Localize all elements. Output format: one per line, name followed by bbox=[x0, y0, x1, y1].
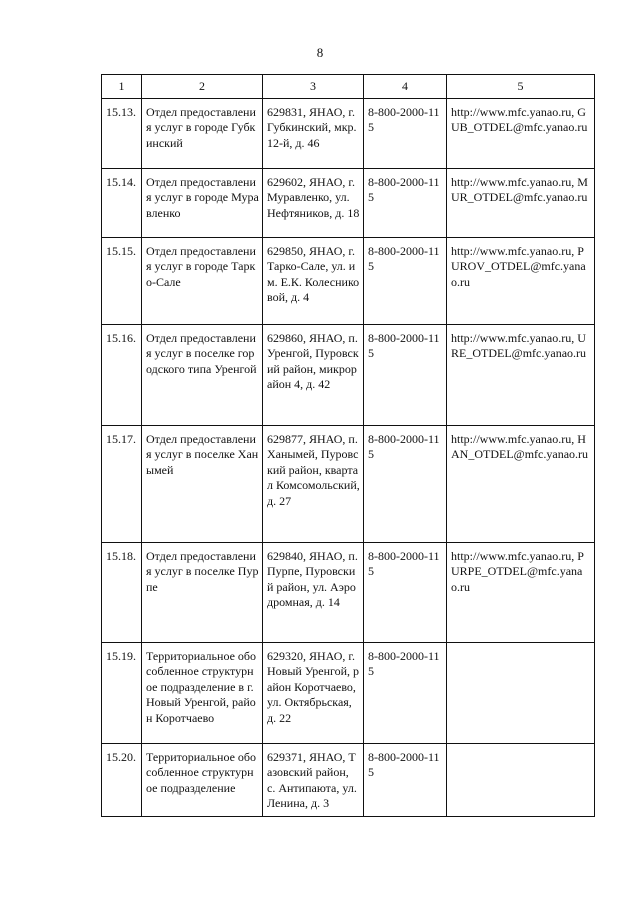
row-number: 15.19. bbox=[102, 642, 142, 743]
office-address: 629840, ЯНАО, п. Пурпе, Пуровский район, ул. Аэродромная, д. 14 bbox=[263, 542, 364, 642]
office-website: http://www.mfc.yanao.ru, URE_OTDEL@mfc.yanao.ru bbox=[447, 324, 595, 425]
office-address: 629850, ЯНАО, г. Тарко-Сале, ул. им. Е.К. Колесниковой, д. 4 bbox=[263, 237, 364, 324]
office-website: http://www.mfc.yanao.ru, GUB_OTDEL@mfc.yanao.ru bbox=[447, 98, 595, 168]
office-name: Отдел предоставления услуг в городе Муравленко bbox=[142, 168, 263, 237]
table-row bbox=[102, 98, 595, 168]
table-row bbox=[102, 324, 595, 425]
office-name: Территориальное обособленное структурное подразделение в г. Новый Уренгой, район Коротчаево bbox=[142, 642, 263, 743]
table-row bbox=[102, 237, 595, 324]
office-website: http://www.mfc.yanao.ru, PUROV_OTDEL@mfc.yanao.ru bbox=[447, 237, 595, 324]
row-number: 15.13. bbox=[102, 98, 142, 168]
office-phone: 8-800-2000-115 bbox=[364, 237, 447, 324]
office-address: 629831, ЯНАО, г. Губкинский, мкр. 12-й, д. 46 bbox=[263, 98, 364, 168]
table-row bbox=[102, 743, 595, 816]
office-phone: 8-800-2000-115 bbox=[364, 542, 447, 642]
office-website bbox=[447, 642, 595, 743]
office-address: 629877, ЯНАО, п. Ханымей, Пуровский район, квартал Комсомольский, д. 27 bbox=[263, 425, 364, 542]
table-row bbox=[102, 425, 595, 542]
office-website: http://www.mfc.yanao.ru, HAN_OTDEL@mfc.yanao.ru bbox=[447, 425, 595, 542]
row-number: 15.15. bbox=[102, 237, 142, 324]
office-name: Отдел предоставления услуг в городе Губкинский bbox=[142, 98, 263, 168]
column-header: 1 bbox=[102, 75, 142, 99]
table-row bbox=[102, 168, 595, 237]
office-website: http://www.mfc.yanao.ru, PURPE_OTDEL@mfc.yanao.ru bbox=[447, 542, 595, 642]
office-phone: 8-800-2000-115 bbox=[364, 743, 447, 816]
office-name: Отдел предоставления услуг в городе Тарко-Сале bbox=[142, 237, 263, 324]
table-row bbox=[102, 542, 595, 642]
row-number: 15.20. bbox=[102, 743, 142, 816]
office-phone: 8-800-2000-115 bbox=[364, 168, 447, 237]
row-number: 15.16. bbox=[102, 324, 142, 425]
column-header: 4 bbox=[364, 75, 447, 99]
column-header: 2 bbox=[142, 75, 263, 99]
office-phone: 8-800-2000-115 bbox=[364, 98, 447, 168]
office-address: 629860, ЯНАО, п. Уренгой, Пуровский район, микрорайон 4, д. 42 bbox=[263, 324, 364, 425]
office-name: Территориальное обособленное структурное подразделение bbox=[142, 743, 263, 816]
office-address: 629320, ЯНАО, г. Новый Уренгой, район Коротчаево, ул. Октябрьская, д. 22 bbox=[263, 642, 364, 743]
office-website bbox=[447, 743, 595, 816]
row-number: 15.14. bbox=[102, 168, 142, 237]
office-phone: 8-800-2000-115 bbox=[364, 324, 447, 425]
services-table bbox=[101, 74, 595, 817]
office-name: Отдел предоставления услуг в поселке городского типа Уренгой bbox=[142, 324, 263, 425]
page-number: 8 bbox=[316, 45, 324, 60]
column-header: 5 bbox=[447, 75, 595, 99]
row-number: 15.17. bbox=[102, 425, 142, 542]
table-row bbox=[102, 642, 595, 743]
office-name: Отдел предоставления услуг в поселке Пурпе bbox=[142, 542, 263, 642]
office-name: Отдел предоставления услуг в поселке Ханымей bbox=[142, 425, 263, 542]
column-header: 3 bbox=[263, 75, 364, 99]
office-website: http://www.mfc.yanao.ru, MUR_OTDEL@mfc.yanao.ru bbox=[447, 168, 595, 237]
office-phone: 8-800-2000-115 bbox=[364, 642, 447, 743]
row-number: 15.18. bbox=[102, 542, 142, 642]
table-header-row bbox=[102, 75, 595, 99]
office-phone: 8-800-2000-115 bbox=[364, 425, 447, 542]
office-address: 629371, ЯНАО, Тазовский район, с. Антипаюта, ул. Ленина, д. 3 bbox=[263, 743, 364, 816]
office-address: 629602, ЯНАО, г. Муравленко, ул. Нефтяников, д. 18 bbox=[263, 168, 364, 237]
